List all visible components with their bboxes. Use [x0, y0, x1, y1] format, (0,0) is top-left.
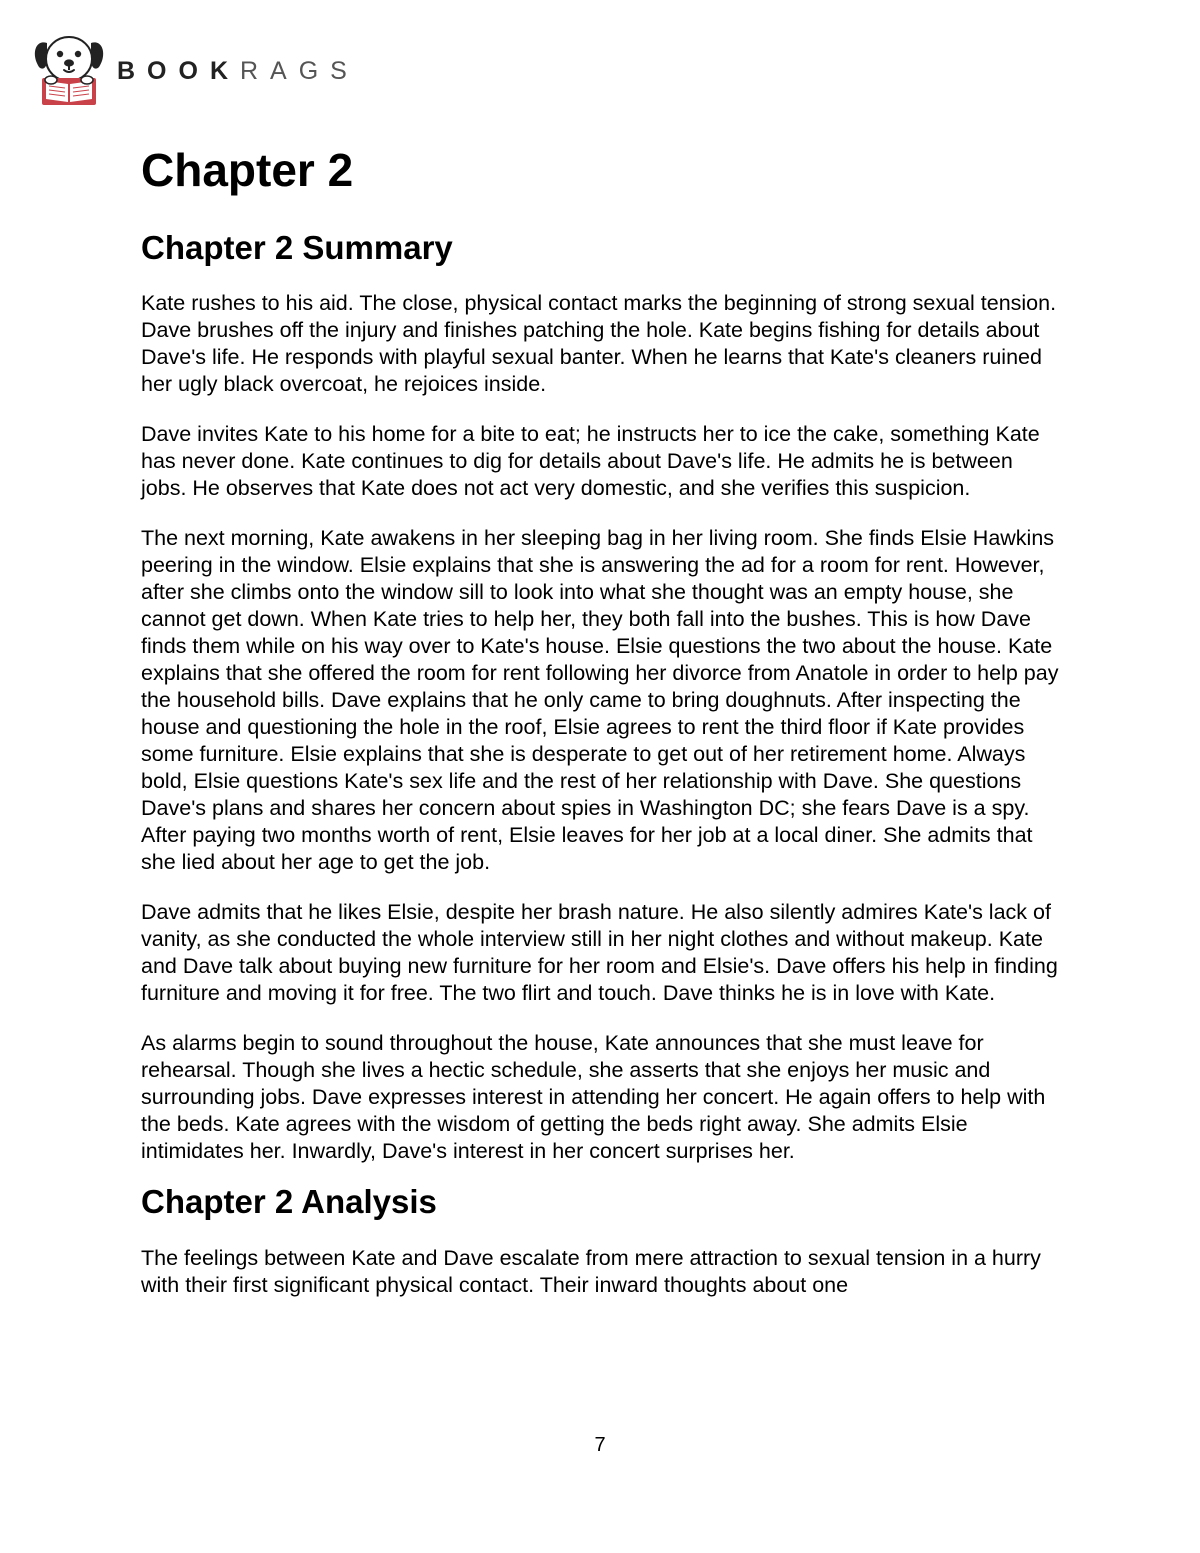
bookrags-logo [33, 33, 359, 108]
brand-wordmark-bold: BOOK [117, 57, 240, 85]
analysis-heading: Chapter 2 Analysis [141, 1183, 437, 1220]
summary-paragraph: The next morning, Kate awakens in her sleeping bag in her living room. She finds Elsie Hawkins peering in the window. Elsie explains that she is answering the ad for a room for rent. However, after she climbs onto the window sill to look into what she thought was an empty house, she cannot get down. When Kate tries to help her, they both fall into the bushes. This is how Dave finds them while on his way over to Kate's house. Elsie questions the two about the house. Kate explains that she offered the room for rent following her divorce from Anatole in order to help pay the household bills. Dave explains that he only came to bring doughnuts. After inspecting the house and questioning the hole in the roof, Elsie agrees to rent the third floor if Kate provides some furniture. Elsie explains that she is desperate to get out of her retirement home. Always bold, Elsie questions Kate's sex life and the rest of her relationship with Dave. She questions Dave's plans and shares her concern about spies in Washington DC; she fears Dave is a spy. After paying two months worth of rent, Elsie leaves for her job at a local diner. She admits that she lied about her age to get the job. [141, 526, 1059, 874]
page-number: 7 [594, 1434, 606, 1456]
summary-paragraph: Dave invites Kate to his home for a bite to eat; he instructs her to ice the cake, something Kate has never done. Kate continues to dig for details about Dave's life. He admits he is between jobs. He observes that Kate does not act very domestic, and she verifies this suspicion. [141, 422, 1040, 500]
summary-paragraph: As alarms begin to sound throughout the house, Kate announces that she must leave for rehearsal. Though she lives a hectic schedule, she asserts that she enjoys her music and surrounding jobs. Dave expresses interest in attending her concert. He again offers to help with the beds. Kate agrees with the wisdom of getting the beds right away. She admits Elsie intimidates her. Inwardly, Dave's interest in her concert surprises her. [141, 1031, 1046, 1163]
document-body [141, 142, 1061, 1299]
brand-wordmark [117, 56, 359, 86]
brand-wordmark-light: RAGS [240, 57, 359, 85]
summary-paragraph: Dave admits that he likes Elsie, despite her brash nature. He also silently admires Kate's lack of vanity, as she conducted the whole interview still in her night clothes and without makeup. Kate and Dave talk about buying new furniture for her room and Elsie's. Dave offers his help in finding furniture and moving it for free. The two flirt and touch. Dave thinks he is in love with Kate. [141, 900, 1058, 1005]
summary-heading: Chapter 2 Summary [141, 229, 453, 266]
analysis-paragraph: The feelings between Kate and Dave escalate from mere attraction to sexual tension in a hurry with their first significant physical contact. Their inward thoughts about one [141, 1246, 1041, 1297]
summary-paragraph: Kate rushes to his aid. The close, physical contact marks the beginning of strong sexual tension. Dave brushes off the injury and finishes patching the hole. Kate begins fishing for details about Dave's life. He responds with playful sexual banter. When he learns that Kate's cleaners ruined her ugly black overcoat, he rejoices inside. [141, 291, 1057, 396]
chapter-title: Chapter 2 [141, 144, 354, 196]
dog-reading-book-logo-icon [33, 33, 105, 107]
